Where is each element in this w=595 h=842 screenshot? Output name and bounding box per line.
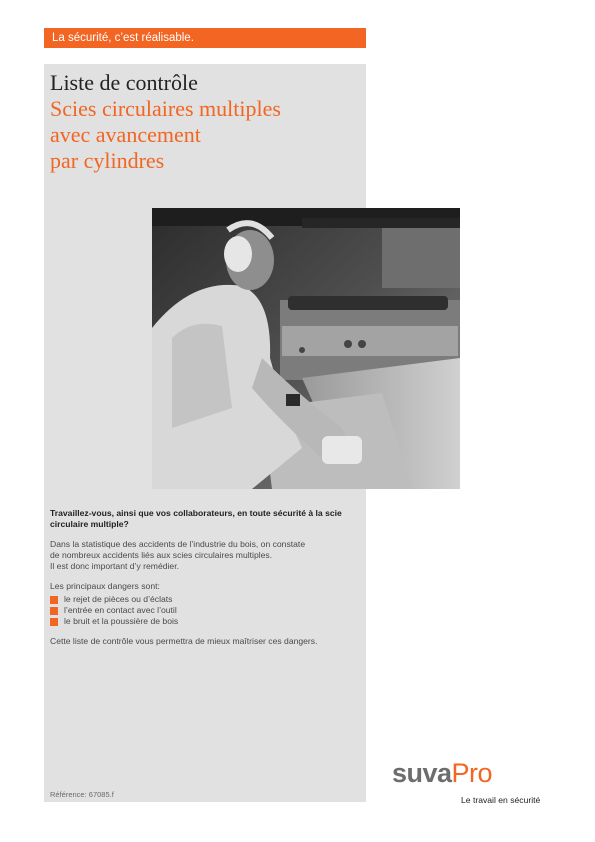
- logo-part-pro: Pro: [451, 758, 493, 788]
- subtitle-line-2: avec avancement: [50, 122, 201, 147]
- hazard-text: le bruit et la poussière de bois: [64, 616, 179, 626]
- hazards-intro: Les principaux dangers sont:: [50, 581, 160, 591]
- logo-tagline: Le travail en sécurité: [461, 795, 541, 805]
- intro-paragraph-line: Dans la statistique des accidents de l’industrie du bois, on constate: [50, 539, 306, 549]
- banner-text: La sécurité, c’est réalisable.: [52, 32, 194, 44]
- list-item: [50, 616, 362, 627]
- bullet-square-icon: [50, 607, 58, 615]
- list-item: [50, 594, 362, 605]
- logo-part-suva: suva: [392, 758, 452, 788]
- title-block: [50, 70, 360, 174]
- worker-photo-illustration: [152, 208, 460, 489]
- subtitle-line-1: Scies circulaires multiples: [50, 96, 281, 121]
- intro-paragraph-line: de nombreux accidents liés aux scies circulaires multiples.: [50, 550, 273, 560]
- hazard-text: le rejet de pièces ou d’éclats: [64, 594, 173, 604]
- suvapro-logo: [392, 758, 492, 788]
- subtitle-line-3: par cylindres: [50, 148, 165, 173]
- page-title: Liste de contrôle: [50, 70, 198, 95]
- intro-lead: Travaillez-vous, ainsi que vos collaborateurs, en toute sécurité à la scie circulaire multiple?: [50, 508, 342, 529]
- closing-text: Cette liste de contrôle vous permettra de mieux maîtriser ces dangers.: [50, 636, 318, 646]
- worker-photo: [152, 208, 460, 489]
- reference-number: Référence: 67085.f: [50, 790, 114, 799]
- intro-paragraph-line: Il est donc important d’y remédier.: [50, 561, 179, 571]
- bullet-square-icon: [50, 618, 58, 626]
- hazards-list: [50, 594, 362, 627]
- bullet-square-icon: [50, 596, 58, 604]
- header-banner: [44, 28, 366, 48]
- intro-section: [50, 508, 362, 647]
- hazard-text: l’entrée en contact avec l’outil: [64, 605, 177, 615]
- list-item: [50, 605, 362, 616]
